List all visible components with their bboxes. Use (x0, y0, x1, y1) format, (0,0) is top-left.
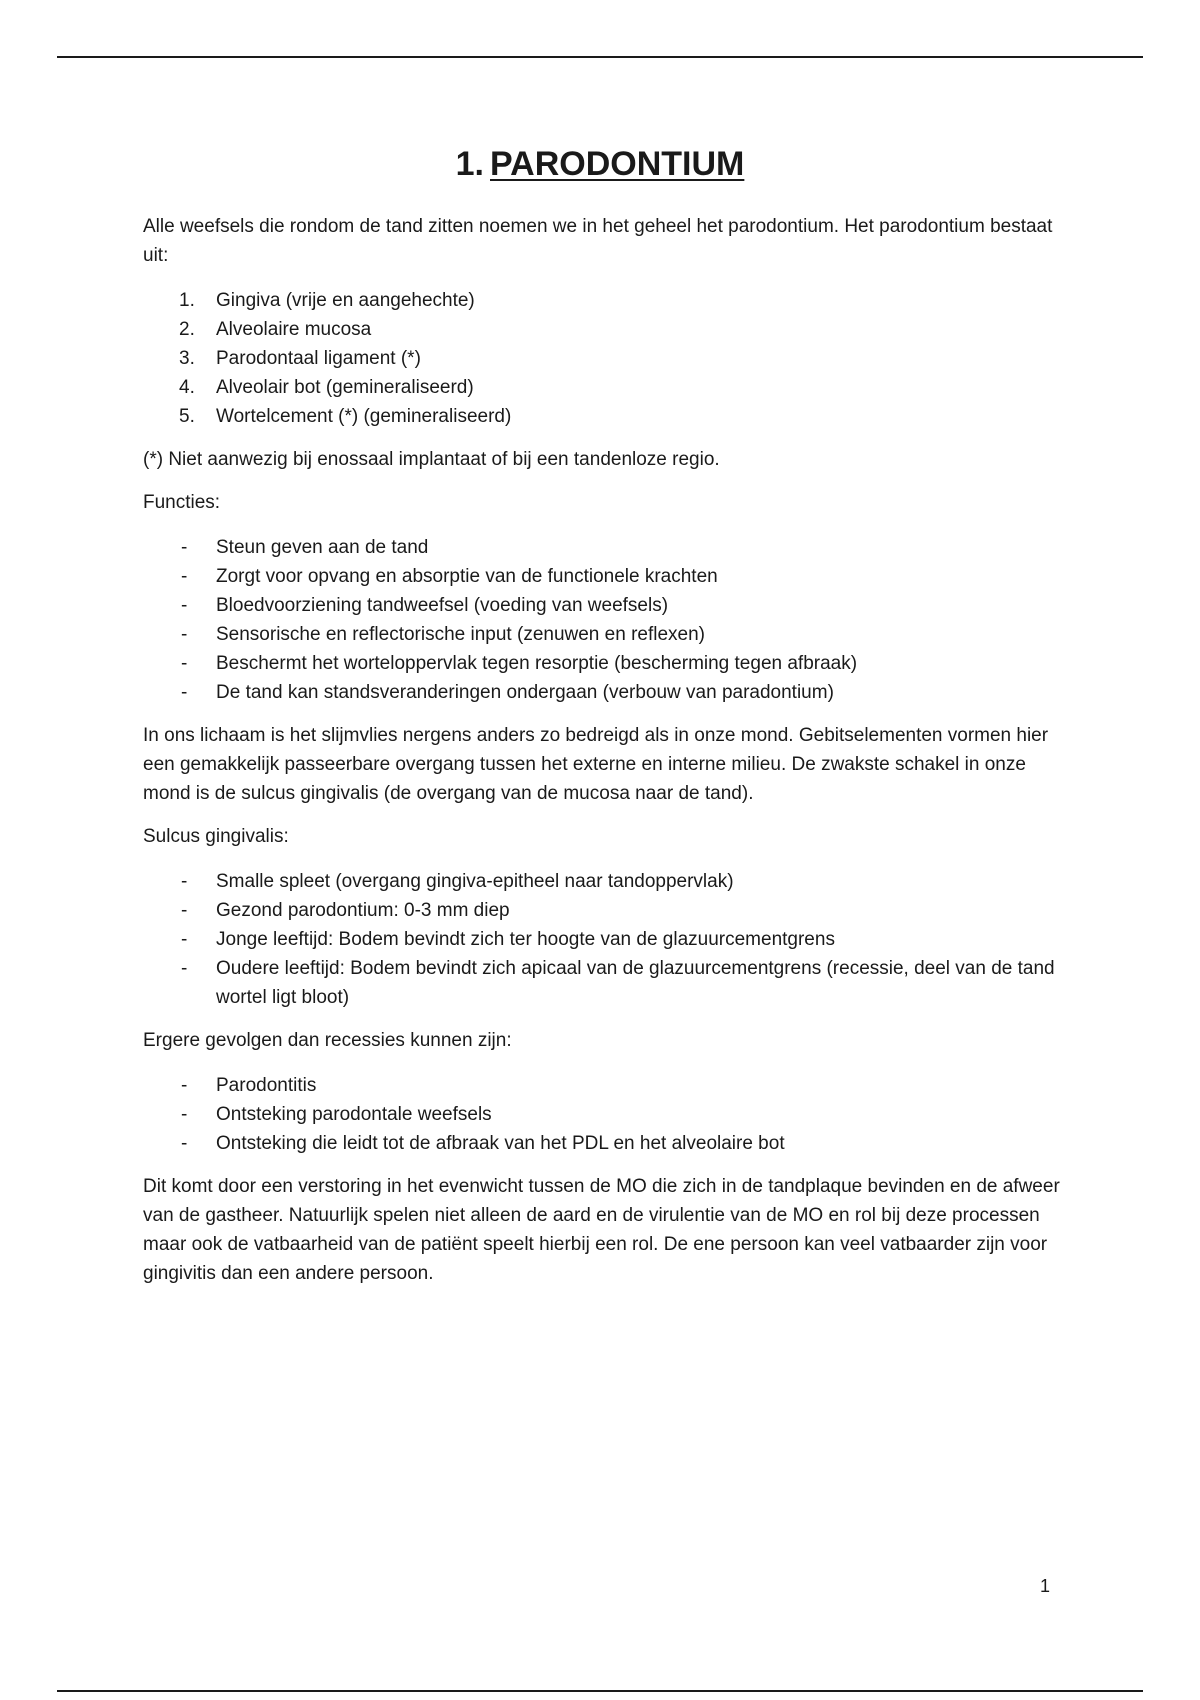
list-item (143, 1071, 1063, 1100)
bullet-dash: - (181, 1133, 188, 1154)
list-marker: 2. (179, 319, 195, 340)
list-item (143, 678, 1063, 707)
list-item (143, 954, 1063, 1012)
list-item-text: De tand kan standsveranderingen ondergaan (verbouw van paradontium) (216, 682, 834, 703)
list-marker: 5. (179, 406, 195, 427)
note-paragraph: (*) Niet aanwezig bij enossaal implantaat of bij een tandenloze regio. (143, 449, 720, 470)
bullet-dash: - (181, 595, 188, 616)
list-item (143, 315, 1063, 344)
list-item-text: Wortelcement (*) (gemineraliseerd) (216, 406, 512, 427)
title-number: 1. (455, 145, 484, 183)
bullet-dash: - (181, 653, 188, 674)
list-item (143, 286, 1063, 315)
page-title (0, 144, 1200, 184)
list-item (143, 620, 1063, 649)
list-item-text: Bloedvoorziening tandweefsel (voeding van weefsels) (216, 595, 669, 616)
list-item-text: Oudere leeftijd: Bodem bevindt zich apicaal van de glazuurcementgrens (recessie, deel van de tand wortel ligt bloot) (216, 958, 1055, 1008)
list-item (143, 1100, 1063, 1129)
list-item-text: Gezond parodontium: 0-3 mm diep (216, 900, 510, 921)
bullet-dash: - (181, 900, 188, 921)
document-body (143, 212, 1063, 1302)
bullet-dash: - (181, 1075, 188, 1096)
list-item (143, 344, 1063, 373)
list-item (143, 402, 1063, 431)
bullet-dash: - (181, 537, 188, 558)
list-item (143, 649, 1063, 678)
list-item (143, 896, 1063, 925)
functions-list (143, 533, 1063, 707)
closing-paragraph: Dit komt door een verstoring in het evenwicht tussen de MO die zich in de tandplaque bevinden en de afweer van de gastheer. Natuurlijk spelen niet alleen de aard en de virulentie van de MO en rol bij deze processen maar ook de vatbaarheid van de patiënt speelt hierbij een rol. De ene persoon kan veel vatbaarder zijn voor gingivitis dan een andere persoon. (143, 1176, 1060, 1284)
components-list (143, 286, 1063, 431)
list-item-text: Parodontaal ligament (*) (216, 348, 421, 369)
bullet-dash: - (181, 958, 188, 979)
list-marker: 3. (179, 348, 195, 369)
list-item-text: Zorgt voor opvang en absorptie van de functionele krachten (216, 566, 718, 587)
list-item-text: Alveolaire mucosa (216, 319, 372, 340)
list-marker: 4. (179, 377, 195, 398)
list-item (143, 925, 1063, 954)
mucosa-paragraph: In ons lichaam is het slijmvlies nergens anders zo bedreigd als in onze mond. Gebitselementen vormen hier een gemakkelijk passeerbare overgang tussen het externe en interne milieu. De zwakste schakel in onze mond is de sulcus gingivalis (de overgang van de mucosa naar de tand). (143, 725, 1049, 804)
bullet-dash: - (181, 871, 188, 892)
list-item (143, 533, 1063, 562)
footer-rule (57, 1690, 1143, 1692)
list-item (143, 1129, 1063, 1158)
list-item (143, 373, 1063, 402)
bullet-dash: - (181, 624, 188, 645)
list-item-text: Gingiva (vrije en aangehechte) (216, 290, 475, 311)
list-item-text: Jonge leeftijd: Bodem bevindt zich ter hoogte van de glazuurcementgrens (216, 929, 835, 950)
list-item-text: Ontsteking parodontale weefsels (216, 1104, 492, 1125)
title-text: PARODONTIUM (490, 145, 745, 183)
consequences-heading: Ergere gevolgen dan recessies kunnen zijn: (143, 1030, 512, 1051)
list-item-text: Alveolair bot (gemineraliseerd) (216, 377, 474, 398)
sulcus-list (143, 867, 1063, 1012)
list-item-text: Ontsteking die leidt tot de afbraak van het PDL en het alveolaire bot (216, 1133, 785, 1154)
bullet-dash: - (181, 566, 188, 587)
list-marker: 1. (179, 290, 195, 311)
list-item-text: Smalle spleet (overgang gingiva-epitheel naar tandoppervlak) (216, 871, 734, 892)
list-item (143, 591, 1063, 620)
intro-paragraph: Alle weefsels die rondom de tand zitten noemen we in het geheel het parodontium. Het parodontium bestaat uit: (143, 216, 1053, 266)
bullet-dash: - (181, 1104, 188, 1125)
bullet-dash: - (181, 682, 188, 703)
list-item (143, 562, 1063, 591)
list-item-text: Parodontitis (216, 1075, 317, 1096)
list-item-text: Steun geven aan de tand (216, 537, 429, 558)
list-item-text: Beschermt het worteloppervlak tegen resorptie (bescherming tegen afbraak) (216, 653, 858, 674)
list-item-text: Sensorische en reflectorische input (zenuwen en reflexen) (216, 624, 705, 645)
bullet-dash: - (181, 929, 188, 950)
consequences-list (143, 1071, 1063, 1158)
sulcus-heading: Sulcus gingivalis: (143, 826, 289, 847)
page-number: 1 (1040, 1576, 1051, 1596)
functions-heading: Functies: (143, 492, 221, 513)
header-rule (57, 56, 1143, 58)
list-item (143, 867, 1063, 896)
